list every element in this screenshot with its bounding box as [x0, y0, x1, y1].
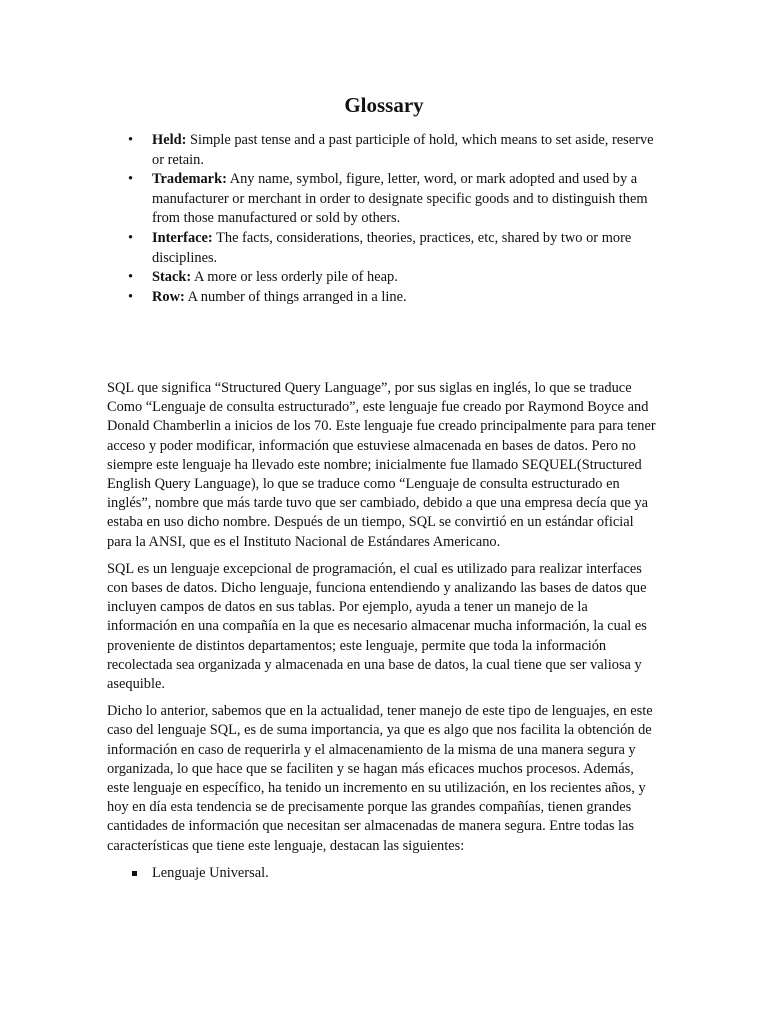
glossary-item: [125, 288, 665, 308]
body-text: [107, 379, 659, 883]
glossary-term: Held:: [152, 132, 187, 148]
paragraph: SQL es un lenguaje excepcional de programación, el cual es utilizado para realizar interfaces con bases de datos. Dicho lenguaje, funciona entendiendo y analizando las bases de datos que incluyen campos de datos en sus tablas. Por ejemplo, ayuda a tener un manejo de la información en una compañía en la que es necesario almacenar mucha información, la cual es proveniente de distintos departamentos; este lenguaje, permite que toda la información recolectada sea organizada y almacenada en una base de datos, la cual tiene que ser valiosa y asequible.: [107, 560, 647, 693]
glossary-item: [125, 229, 665, 268]
glossary-term: Row:: [152, 288, 185, 305]
bullet-icon: •: [128, 288, 134, 305]
glossary-definition: The facts, considerations, theories, practices, etc, shared by two or more disciplines.: [152, 229, 632, 266]
glossary-term: Stack:: [152, 269, 192, 286]
glossary-item: [125, 170, 665, 229]
glossary-term: Trademark:: [152, 171, 227, 188]
glossary-list: [125, 131, 665, 307]
glossary-term: Interface:: [152, 229, 213, 246]
feature-label: Lenguaje Universal.: [152, 864, 269, 881]
glossary-definition: A more or less orderly pile of heap.: [194, 269, 398, 286]
glossary-definition: Simple past tense and a past participle of hold, which means to set aside, reserve or retain.: [152, 132, 654, 168]
paragraph: Dicho lo anterior, sabemos que en la actualidad, tener manejo de este tipo de lenguajes, en este caso del lenguaje SQL, es de suma importancia, ya que es algo que nos facilita la obtención de información en caso de requerirla y el almacenamiento de la misma de una manera segura y organizada, lo que hace que se faciliten y se hagan más eficaces muchos procesos. Además, este lenguaje en específico, ha tenido un incremento en su utilización, en los recientes años, y hoy en día esta tendencia se de precisamente porque las grandes compañías, tienen grandes cantidades de información que necesitan ser almacenadas de manera segura. Entre todas las características que tiene este lenguaje, destacan las siguientes:: [107, 703, 653, 854]
feature-list: [107, 864, 659, 883]
bullet-icon: •: [128, 269, 134, 286]
paragraph: SQL que significa “Structured Query Language”, por sus siglas en inglés, lo que se traduce Como “Lenguaje de consulta estructurado”, este lenguaje fue creado por Raymond Boyce and Donald Chamberlin a inicios de los 70. Este lenguaje fue creado principalmente para para tener acceso y poder modificar, información que estuviese almacenada en bases de datos. Pero no siempre este lenguaje ha llevado este nombre; inicialmente fue llamado SEQUEL(Structured English Query Language), lo que se traduce como “Lenguaje de consulta estructurado en inglés”, nombre que más tarde tuvo que ser cambiado, debido a que una empresa decía que ya estaba en uso dicho nombre. Después de un tiempo, SQL se convirtió en un estándar oficial para la ANSI, que es el Instituto Nacional de Estándares Americano.: [107, 380, 656, 550]
feature-item: [107, 864, 659, 883]
glossary-item: [125, 131, 665, 170]
bullet-icon: •: [128, 171, 134, 188]
glossary-definition: A number of things arranged in a line.: [187, 288, 407, 305]
page-title: Glossary: [344, 93, 424, 117]
square-bullet-icon: [132, 871, 137, 876]
glossary-item: [125, 268, 665, 288]
bullet-icon: •: [128, 132, 134, 148]
bullet-icon: •: [128, 229, 134, 246]
glossary-definition: Any name, symbol, figure, letter, word, or mark adopted and used by a manufacturer or merchant in order to designate specific goods and to distinguish them from those manufactured or sold by others.: [152, 171, 648, 227]
